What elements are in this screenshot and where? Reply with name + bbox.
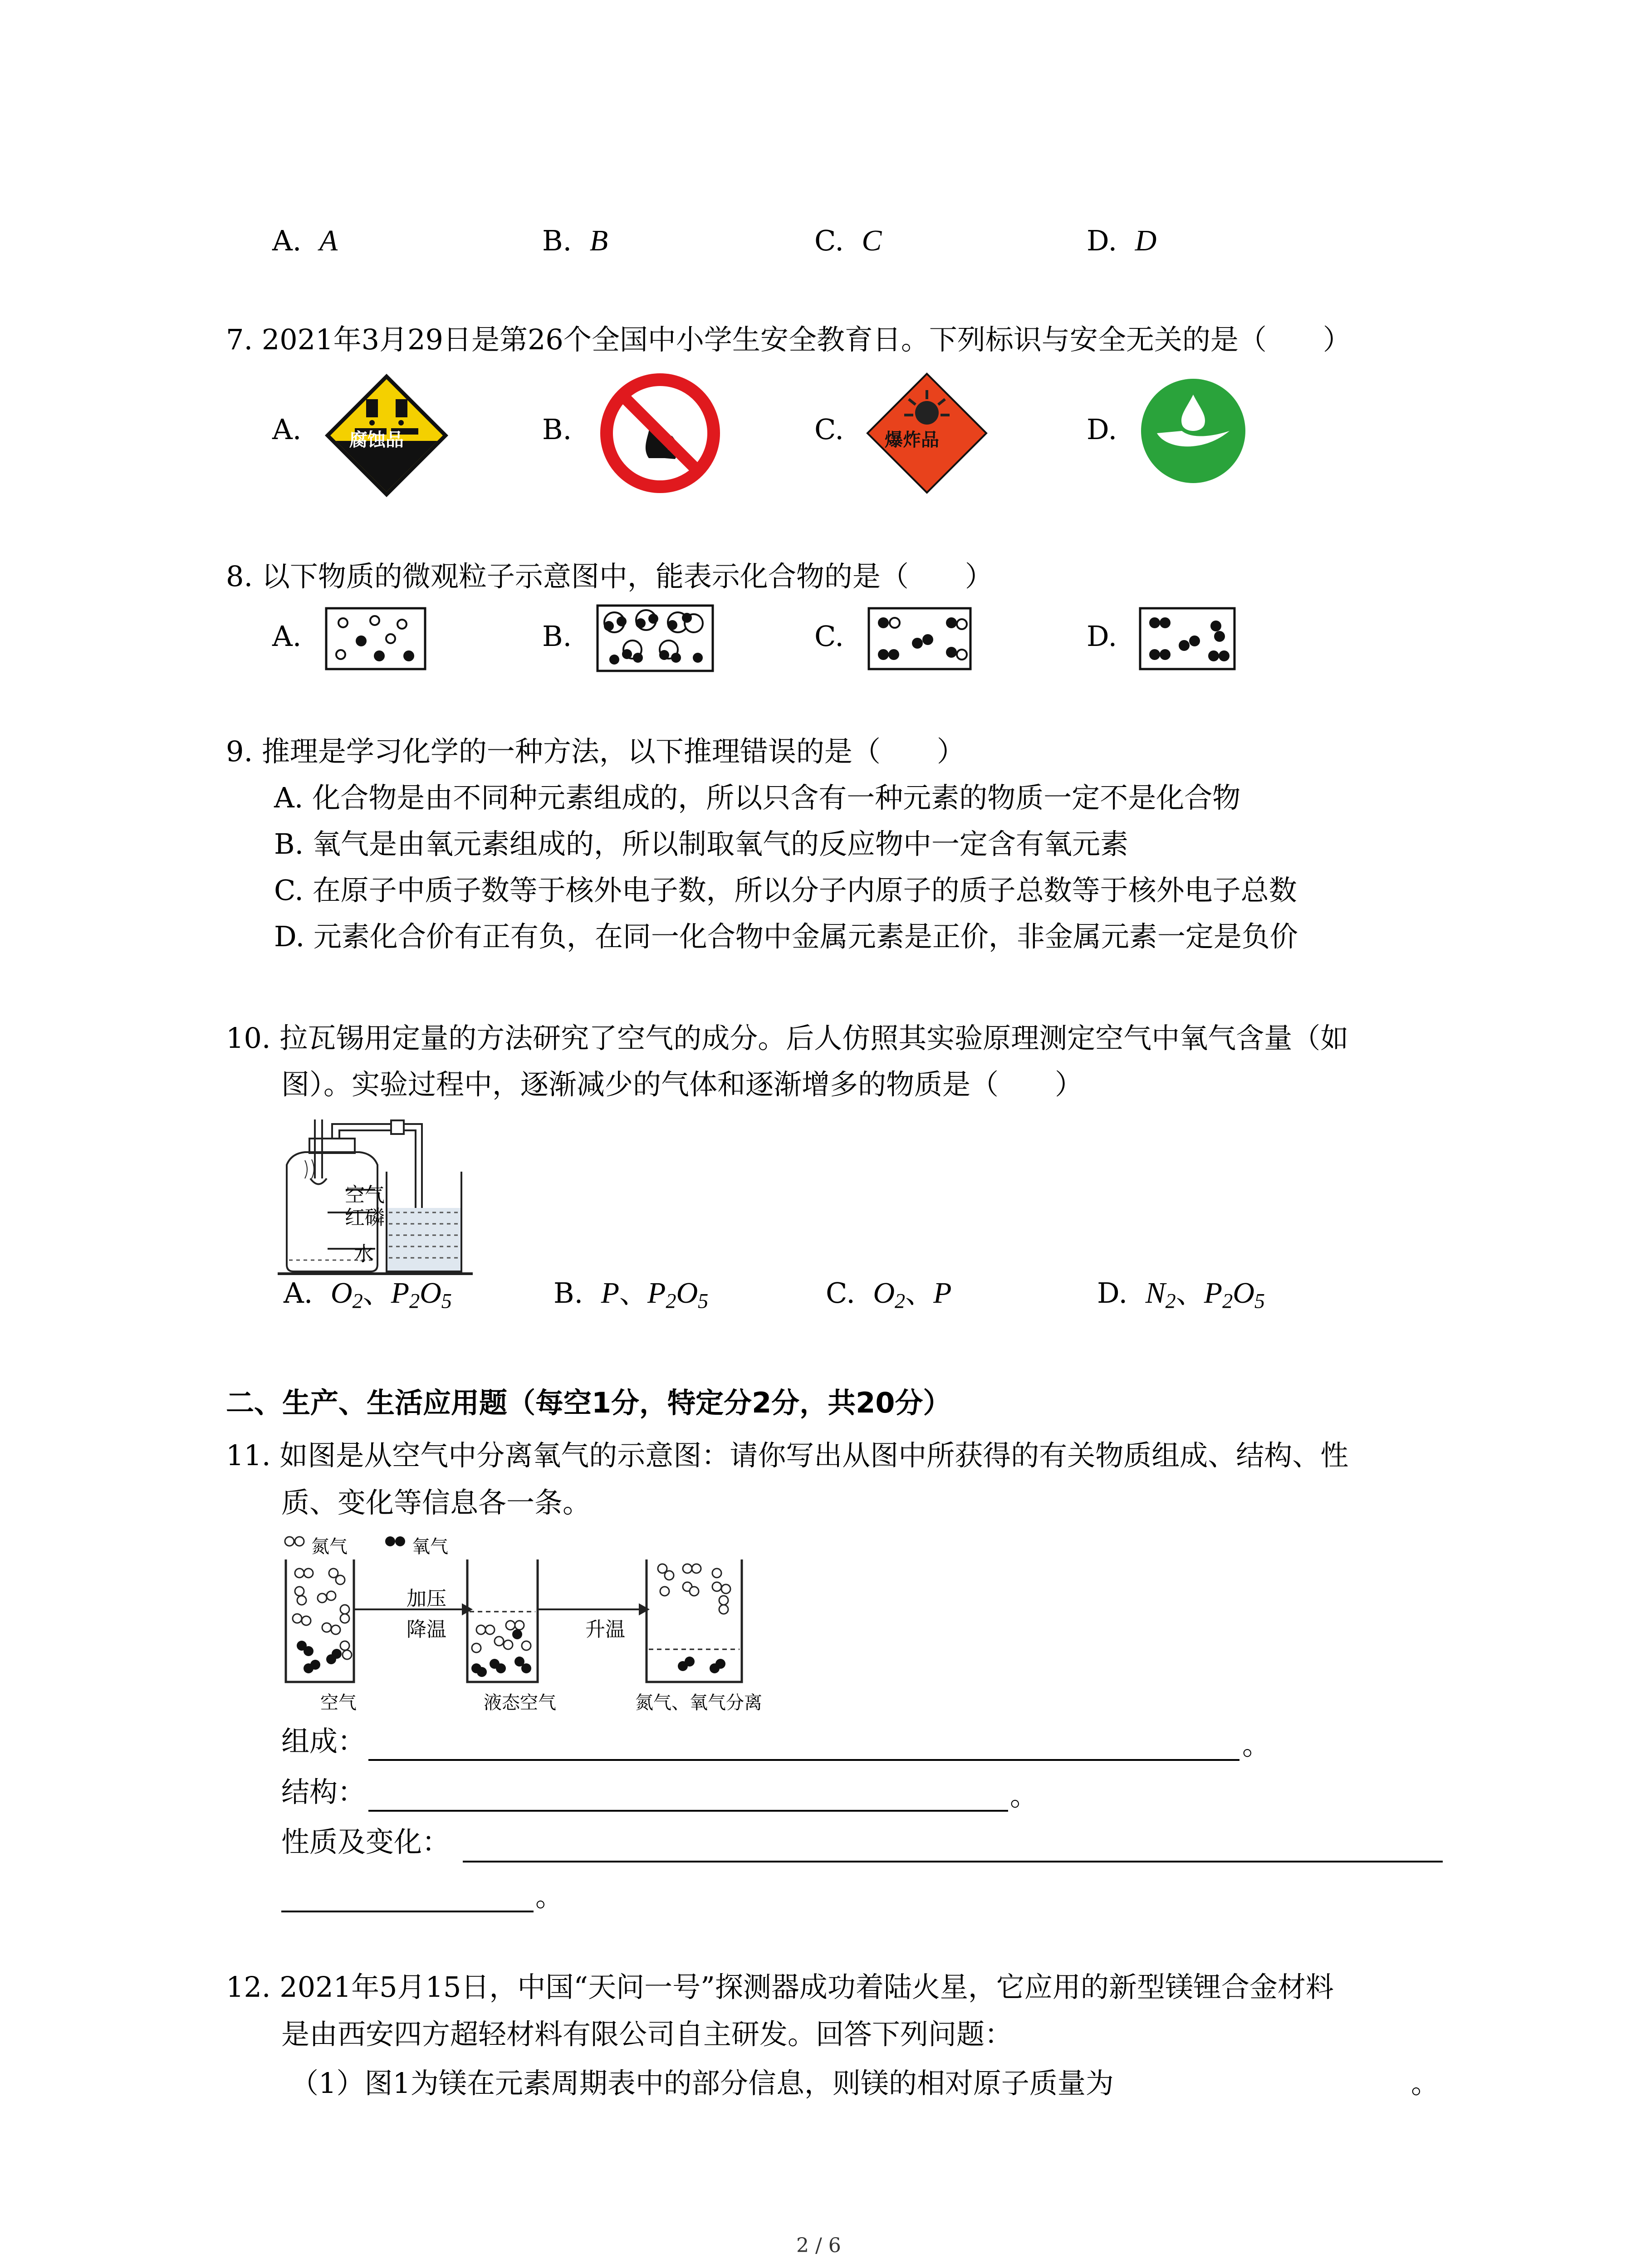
page-number: 2 / 6 [796, 2234, 841, 2257]
q8-label-c: C. [814, 620, 844, 653]
particle-diagram-a [325, 607, 426, 670]
structure-answer-line[interactable] [368, 1810, 1008, 1812]
q6-option-d: D. D [1087, 224, 1157, 257]
legend-nitrogen-label: 氮气 [311, 1536, 348, 1557]
q9-option-c: C. 在原子中质子数等于核外电子数，所以分子内原子的质子总数等于核外电子总数 [274, 874, 1297, 907]
arrow-pressurize-label: 加压 [407, 1587, 446, 1610]
q10-option-c: C. $O_2$、P [826, 1276, 952, 1313]
q10-stem-line1: 10. 拉瓦锡用定量的方法研究了空气的成分。后人仿照其实验原理测定空气中氧气含量（如 [226, 1022, 1349, 1055]
q10-option-b: B. P、$P_2O_5$ [554, 1276, 709, 1313]
q7-label-a: A. [272, 413, 302, 446]
arrow-heat-label: 升温 [585, 1618, 625, 1641]
legend-oxygen-label: 氧气 [412, 1536, 448, 1557]
water-saving-logo-icon [1139, 376, 1248, 485]
explosive-sign-text: 爆炸品 [885, 430, 939, 450]
q7-label-d: D. [1087, 413, 1117, 446]
apparatus-label-air: 空气 [345, 1183, 385, 1207]
structure-label: 结构： [281, 1775, 366, 1809]
composition-answer-line[interactable] [368, 1759, 1239, 1761]
section-2-heading: 二、生产、生活应用题（每空1分，特定分2分，共20分） [226, 1386, 951, 1419]
q6-option-a: A. A [272, 224, 338, 257]
property-label: 性质及变化： [281, 1825, 451, 1858]
apparatus-label-water: 水 [354, 1242, 374, 1266]
q10-stem-line2: 图）。实验过程中，逐渐减少的气体和逐渐增多的物质是（ ） [281, 1068, 1083, 1101]
q6-option-c: C. C [814, 224, 882, 257]
q8-label-a: A. [272, 620, 302, 653]
caption-air: 空气 [320, 1692, 357, 1713]
caption-separated: 氮气、氧气分离 [635, 1692, 762, 1713]
caption-liquid-air: 液态空气 [484, 1692, 556, 1713]
q7-label-c: C. [814, 413, 844, 446]
composition-period: 。 [1242, 1728, 1271, 1761]
q12-stem-line1: 12. 2021年5月15日，中国“天问一号”探测器成功着陆火星，它应用的新型镁锂合金材料 [226, 1970, 1334, 2004]
q6-option-b: B. B [542, 224, 608, 257]
q10-option-a: A. $O_2$、$P_2O_5$ [284, 1276, 452, 1313]
q7-label-b: B. [542, 413, 572, 446]
q8-stem: 8. 以下物质的微观粒子示意图中，能表示化合物的是（ ） [226, 560, 993, 593]
q9-stem: 9. 推理是学习化学的一种方法，以下推理错误的是（ ） [226, 735, 965, 768]
q11-stem-line1: 11. 如图是从空气中分离氧气的示意图：请你写出从图中所获得的有关物质组成、结构、性 [226, 1439, 1349, 1472]
q9-option-a: A. 化合物是由不同种元素组成的，所以只含有一种元素的物质一定不是化合物 [274, 781, 1241, 814]
particle-diagram-c [867, 607, 972, 670]
property-period: 。 [535, 1880, 564, 1913]
composition-label: 组成： [281, 1725, 366, 1758]
oxygen-separation-diagram [281, 1532, 789, 1714]
q8-label-b: B. [542, 620, 572, 653]
q10-option-d: D. $N_2$、$P_2O_5$ [1097, 1276, 1265, 1313]
corrosive-sign-text: 腐蚀品 [349, 430, 404, 450]
q12-subquestion-1: （1）图1为镁在元素周期表中的部分信息，则镁的相对原子质量为 [290, 2067, 1114, 2100]
apparatus-label-phosphorus: 红磷 [345, 1206, 385, 1229]
structure-period: 。 [1010, 1779, 1038, 1812]
no-fire-sign-icon [599, 372, 721, 494]
q8-label-d: D. [1087, 620, 1117, 653]
q12-subquestion-1-period: 。 [1411, 2067, 1440, 2100]
property-answer-line-2[interactable] [281, 1911, 534, 1912]
q11-stem-line2: 质、变化等信息各一条。 [281, 1486, 591, 1519]
q9-option-b: B. 氧气是由氧元素组成的，所以制取氧气的反应物中一定含有氧元素 [274, 827, 1128, 860]
q9-option-d: D. 元素化合价有正有负，在同一化合物中金属元素是正价，非金属元素一定是负价 [274, 920, 1298, 953]
q7-stem: 7. 2021年3月29日是第26个全国中小学生安全教育日。下列标识与安全无关的是（ ） [226, 323, 1351, 356]
property-answer-line[interactable] [463, 1861, 1443, 1862]
q12-stem-line2: 是由西安四方超轻材料有限公司自主研发。回答下列问题： [281, 2018, 1013, 2051]
particle-diagram-b [596, 604, 714, 672]
particle-diagram-d [1139, 607, 1236, 670]
arrow-cool-label: 降温 [407, 1618, 446, 1641]
